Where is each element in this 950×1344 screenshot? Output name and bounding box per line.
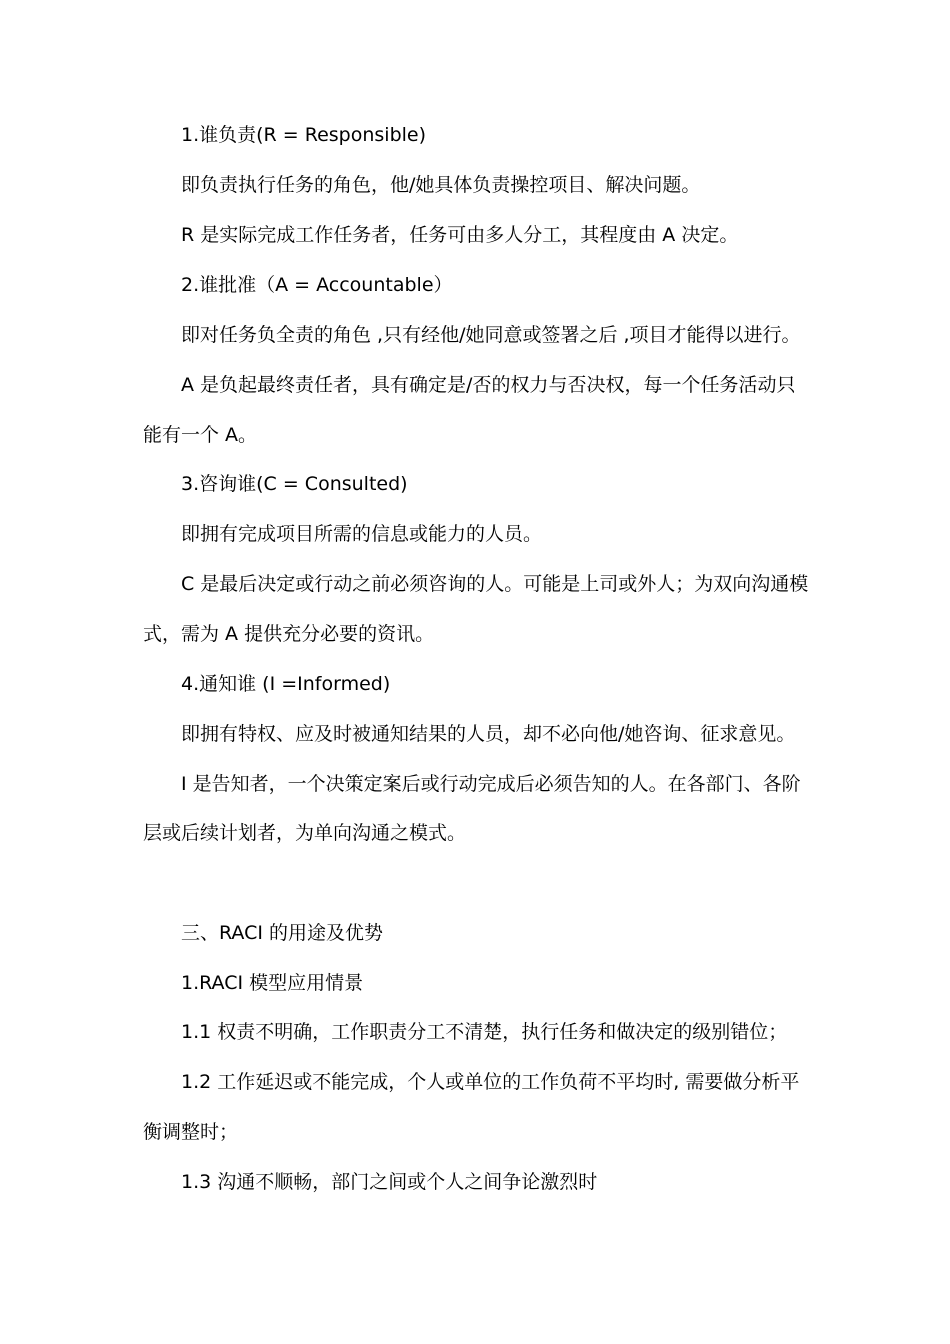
heading-consulted: 3.咨询谁(C = Consulted) [181,473,408,495]
heading-responsible: 1.谁负责(R = Responsible) [181,124,427,146]
paragraph-line: 式，需为 A 提供充分必要的资讯。 [143,623,435,645]
paragraph-line: 即拥有完成项目所需的信息或能力的人员。 [181,523,543,545]
paragraph-line: A 是负起最终责任者，具有确定是/否的权力与否决权，每一个任务活动只 [181,374,796,396]
heading-informed: 4.通知谁 (I =Informed) [181,673,391,695]
paragraph-line: 即拥有特权、应及时被通知结果的人员，却不必向他/她咨询、征求意见。 [181,723,796,745]
subsection-heading: 1.RACI 模型应用情景 [181,972,364,994]
paragraph-line: 层或后续计划者，为单向沟通之模式。 [143,822,467,844]
heading-accountable: 2.谁批准（A = Accountable） [181,274,453,296]
list-item-continuation: 衡调整时； [143,1121,239,1143]
paragraph-line: 即对任务负全责的角色 ,只有经他/她同意或签署之后 ,项目才能得以进行。 [181,324,801,346]
list-item: 1.2 工作延迟或不能完成，个人或单位的工作负荷不平均时, 需要做分析平 [181,1071,800,1093]
list-item: 1.1 权责不明确，工作职责分工不清楚，执行任务和做决定的级别错位； [181,1021,788,1043]
paragraph-line: 能有一个 A。 [143,424,258,446]
paragraph-line: I 是告知者，一个决策定案后或行动完成后必须告知的人。在各部门、各阶 [181,773,801,795]
section-heading: 三、RACI 的用途及优势 [181,922,384,944]
list-item: 1.3 沟通不顺畅，部门之间或个人之间争论激烈时 [181,1171,598,1193]
paragraph-line: R 是实际完成工作任务者，任务可由多人分工，其程度由 A 决定。 [181,224,739,246]
paragraph-line: 即负责执行任务的角色，他/她具体负责操控项目、解决问题。 [181,174,701,196]
paragraph-line: C 是最后决定或行动之前必须咨询的人。可能是上司或外人；为双向沟通模 [181,573,809,595]
